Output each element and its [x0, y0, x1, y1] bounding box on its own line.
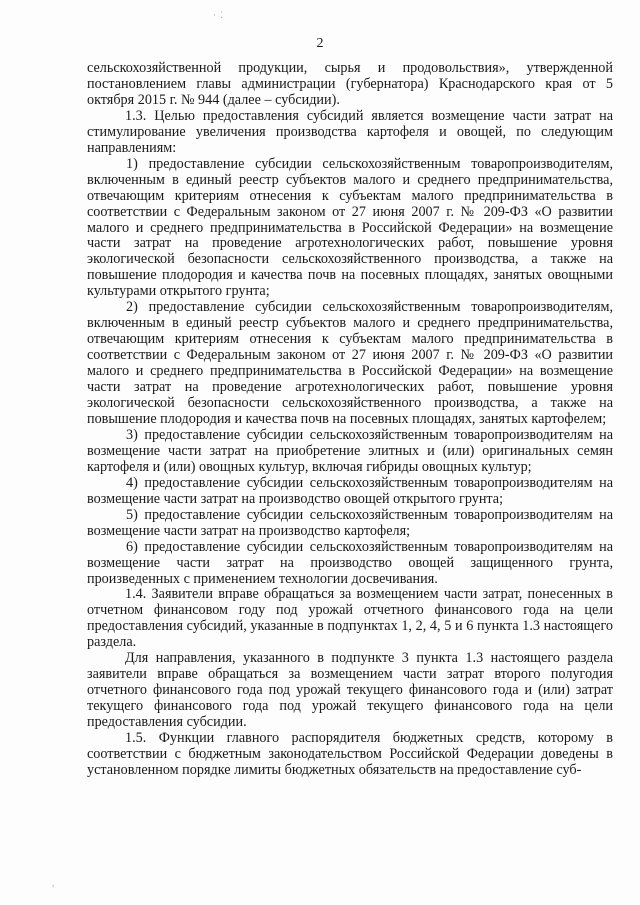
- scan-corner-mark: ,: [52, 878, 55, 888]
- paragraph-1-4: 1.4. Заявители вправе обращаться за возмещением части затрат, понесенных в отчетном финансовом году под урожай отчетного финансового года на цели предоставления субсидий, указанные в подпунктах 1, 2, 4, 5 и 6 пункта 1.3 настоящего раздела.: [87, 586, 613, 651]
- document-body: [87, 61, 613, 779]
- page-number: 2: [316, 36, 324, 51]
- paragraph-1-3-item-6: 6) предоставление субсидии сельскохозяйственным товаропроизводителям на возмещение части затрат на производство овощей защищенного грунта, произведенных с применением технологии досвечивания.: [87, 538, 613, 587]
- scan-artifact-mark: · ⁚: [213, 10, 225, 20]
- paragraph-1-4-second: Для направления, указанного в подпункте 3 пункта 1.3 настоящего раздела заявители вправе обращаться за возмещением части затрат второго полугодия отчетного финансового года под урожай текущего финансового года и (или) затрат текущего финансового года под урожай текущего финансового года на цели предоставления субсидии.: [87, 650, 613, 731]
- paragraph-1-3-item-4: 4) предоставление субсидии сельскохозяйственным товаропроизводителям на возмещение части затрат на производство овощей открытого грунта;: [87, 474, 613, 507]
- paragraph-continuation: сельскохозяйственной продукции, сырья и продовольствия», утвержденной постановлением главы администрации (губернатора) Краснодарского края от 5 октября 2015 г. № 944 (далее – субсидии).: [87, 60, 613, 108]
- paragraph-1-3-item-3: 3) предоставление субсидии сельскохозяйственным товаропроизводителям на возмещение части затрат на приобретение элитных и (или) оригинальных семян картофеля и (или) овощных культур, включая гибриды овощных культур;: [87, 426, 613, 475]
- paragraph-1-3-item-1: 1) предоставление субсидии сельскохозяйственным товаропроизводителям, включенным в единый реестр субъектов малого и среднего предпринимательства, отвечающим критериям отнесения к субъектам малого предпринимательства в соответствии с Федеральным законом от 27 июня 2007 г. № 209-ФЗ «О развитии малого и среднего предпринимательства в Российской Федерации» на возмещение части затрат на проведение агротехнологических работ, повышение уровня экологической безопасности сельскохозяйственного производства, а также на повышение плодородия и качества почв на посевных площадях, занятых овощными культурами открытого грунта;: [87, 155, 613, 300]
- paragraph-1-3-item-2: 2) предоставление субсидии сельскохозяйственным товаропроизводителям, включенным в единый реестр субъектов малого и среднего предпринимательства, отвечающим критериям отнесения к субъектам малого предпринимательства в соответствии с Федеральным законом от 27 июня 2007 г. № 209-ФЗ «О развитии малого и среднего предпринимательства в Российской Федерации» на возмещение части затрат на проведение агротехнологических работ, повышение уровня экологической безопасности сельскохозяйственного производства, а также на повышение плодородия и качества почв на посевных площадях, занятых картофелем;: [87, 299, 613, 427]
- paragraph-1-5: 1.5. Функции главного распорядителя бюджетных средств, которому в соответствии с бюджетным законодательством Российской Федерации доведены в установленном порядке лимиты бюджетных обязательств на предоставление суб-: [87, 730, 613, 778]
- paragraph-1-3: 1.3. Целью предоставления субсидий является возмещение части затрат на стимулирование увеличения производства картофеля и овощей, по следующим направлениям:: [87, 107, 613, 156]
- paragraph-1-3-item-5: 5) предоставление субсидии сельскохозяйственным товаропроизводителям на возмещение части затрат на производство картофеля;: [87, 506, 613, 539]
